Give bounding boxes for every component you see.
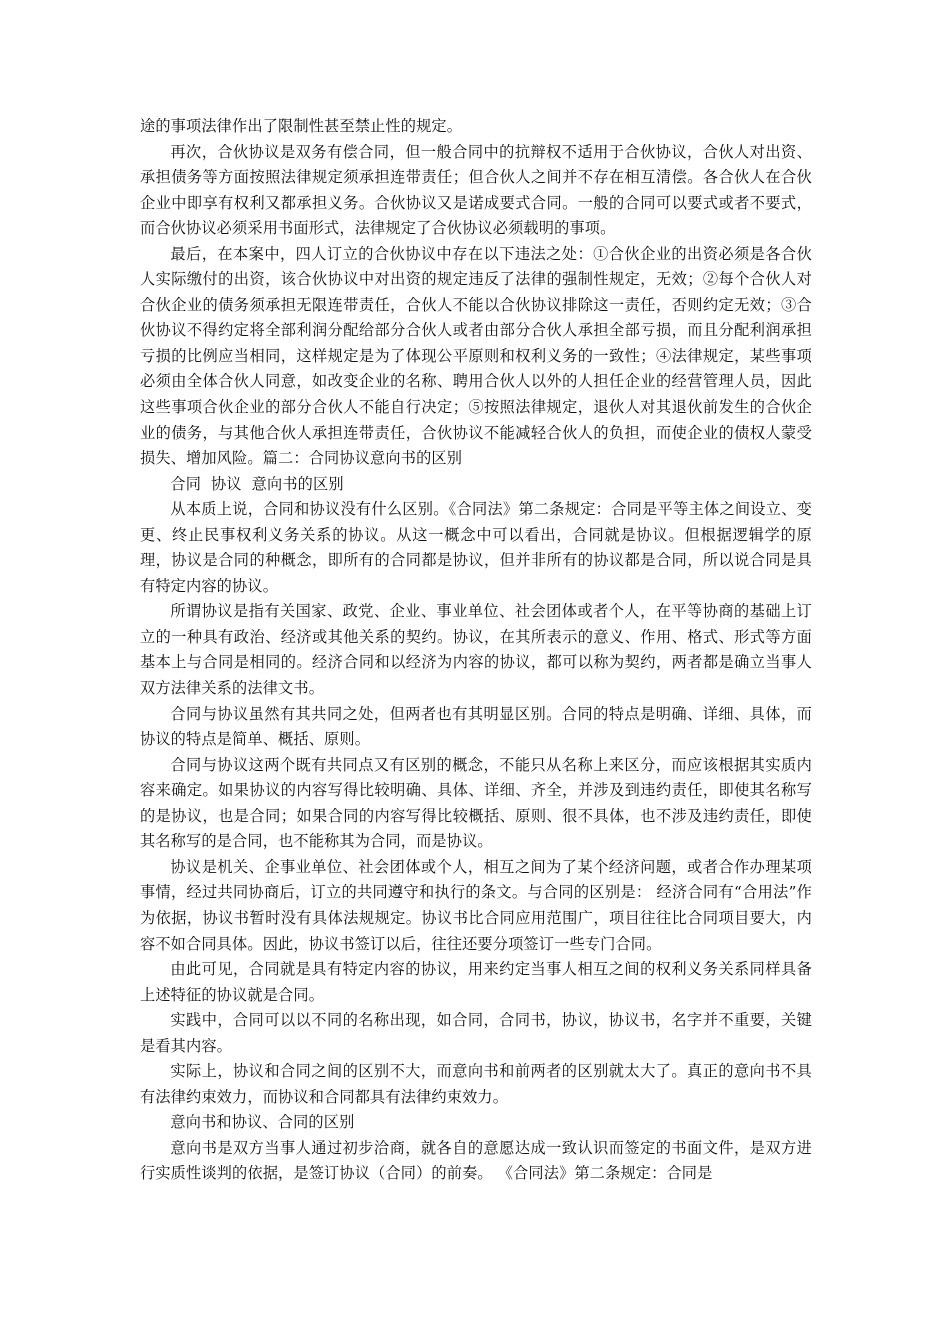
paragraph: 协议是机关、企事业单位、社会团体或个人，相互之间为了某个经济问题，或者合作办理某项事情，经过共同协商后，订立的共同遵守和执行的条文。与合同的区别是： 经济合同有“合用法”作为依据，协议书暂时没有具体法规规定。协议书比合同应用范围广，项目往往比合同项目要大，内容不如合同具体。因此，协议书签订以后，往往还要分项签订一些专门合同。 [140, 857, 812, 953]
section-heading: 意向书和协议、合同的区别 [170, 1113, 355, 1132]
paragraph: 再次，合伙协议是双务有偿合同，但一般合同中的抗辩权不适用于合伙协议，合伙人对出资、承担债务等方面按照法律规定须承担连带责任；但合伙人之间并不存在相互清偿。各合伙人在合伙企业中即享有权利又都承担义务。合伙协议又是诺成要式合同。一般的合同可以要式或者不要式，而合伙协议必须采用书面形式，法律规定了合伙协议必须载明的事项。 [140, 142, 812, 238]
paragraph: 从本质上说，合同和协议没有什么区别。《合同法》第二条规定：合同是平等主体之间设立、变更、终止民事权利义务关系的协议。从这一概念中可以看出，合同就是协议。但根据逻辑学的原理，协议是合同的种概念，即所有的合同都是协议，但并非所有的协议都是合同，所以说合同是具有特定内容的协议。 [140, 500, 812, 595]
paragraph: 实践中，合同可以以不同的名称出现，如合同，合同书，协议，协议书，名字并不重要，关键是看其内容。 [140, 1011, 812, 1055]
paragraph: 实际上，协议和合同之间的区别不大，而意向书和前两者的区别就太大了。真正的意向书不具有法律约束效力，而协议和合同都具有法律约束效力。 [140, 1062, 812, 1106]
paragraph: 意向书是双方当事人通过初步洽商，就各自的意愿达成一致认识而签定的书面文件，是双方进行实质性谈判的依据，是签订协议（合同）的前奏。 《合同法》第二条规定：合同是 [140, 1138, 812, 1183]
paragraph: 所谓协议是指有关国家、政党、企业、事业单位、社会团体或者个人，在平等协商的基础上订立的一种具有政治、经济或其他关系的契约。协议，在其所表示的意义、作用、格式、形式等方面基本上与合同是相同的。经济合同和以经济为内容的协议，都可以称为契约，两者都是确立当事人双方法律关系的法律文书。 [140, 602, 812, 698]
paragraph: 合同与协议这两个既有共同点又有区别的概念，不能只从名称上来区分，而应该根据其实质内容来确定。如果协议的内容写得比较明确、具体、详细、齐全，并涉及到违约责任，即使其名称写的是协议，也是合同；如果合同的内容写得比较概括、原则、很不具体，也不涉及违约责任，即使其名称写的是合同，也不能称其为合同，而是协议。 [140, 755, 812, 851]
paragraph: 最后，在本案中，四人订立的合伙协议中存在以下违法之处：①合伙企业的出资必须是各合伙人实际缴付的出资，该合伙协议中对出资的规定违反了法律的强制性规定，无效；②每个合伙人对合伙企业的债务须承担无限连带责任，合伙人不能以合伙协议排除这一责任，否则约定无效；③合伙协议不得约定将全部利润分配给部分合伙人或者由部分合伙人承担全部亏损，而且分配利润承担亏损的比例应当相同，这样规定是为了体现公平原则和权利义务的一致性；④法律规定，某些事项必须由全体合伙人同意，如改变企业的名称、聘用合伙人以外的人担任企业的经营管理人员，因此这些事项合伙企业的部分合伙人不能自行决定；⑤按照法律规定，退伙人对其退伙前发生的合伙企业的债务，与其他合伙人承担连带责任，合伙协议不能减轻合伙人的负担，而使企业的债权人蒙受损失、增加风险。篇二：合同协议意向书的区别 [140, 244, 812, 468]
paragraph: 途的事项法律作出了限制性甚至禁止性的规定。 [140, 117, 463, 135]
paragraph: 合同与协议虽然有其共同之处，但两者也有其明显区别。合同的特点是明确、详细、具体，而协议的特点是简单、概括、原则。 [140, 704, 812, 749]
paragraph: 由此可见，合同就是具有特定内容的协议，用来约定当事人相互之间的权利义务关系同样具备上述特征的协议就是合同。 [140, 960, 812, 1004]
section-heading: 合同 协议 意向书的区别 [170, 474, 344, 493]
document-body [140, 114, 812, 1187]
